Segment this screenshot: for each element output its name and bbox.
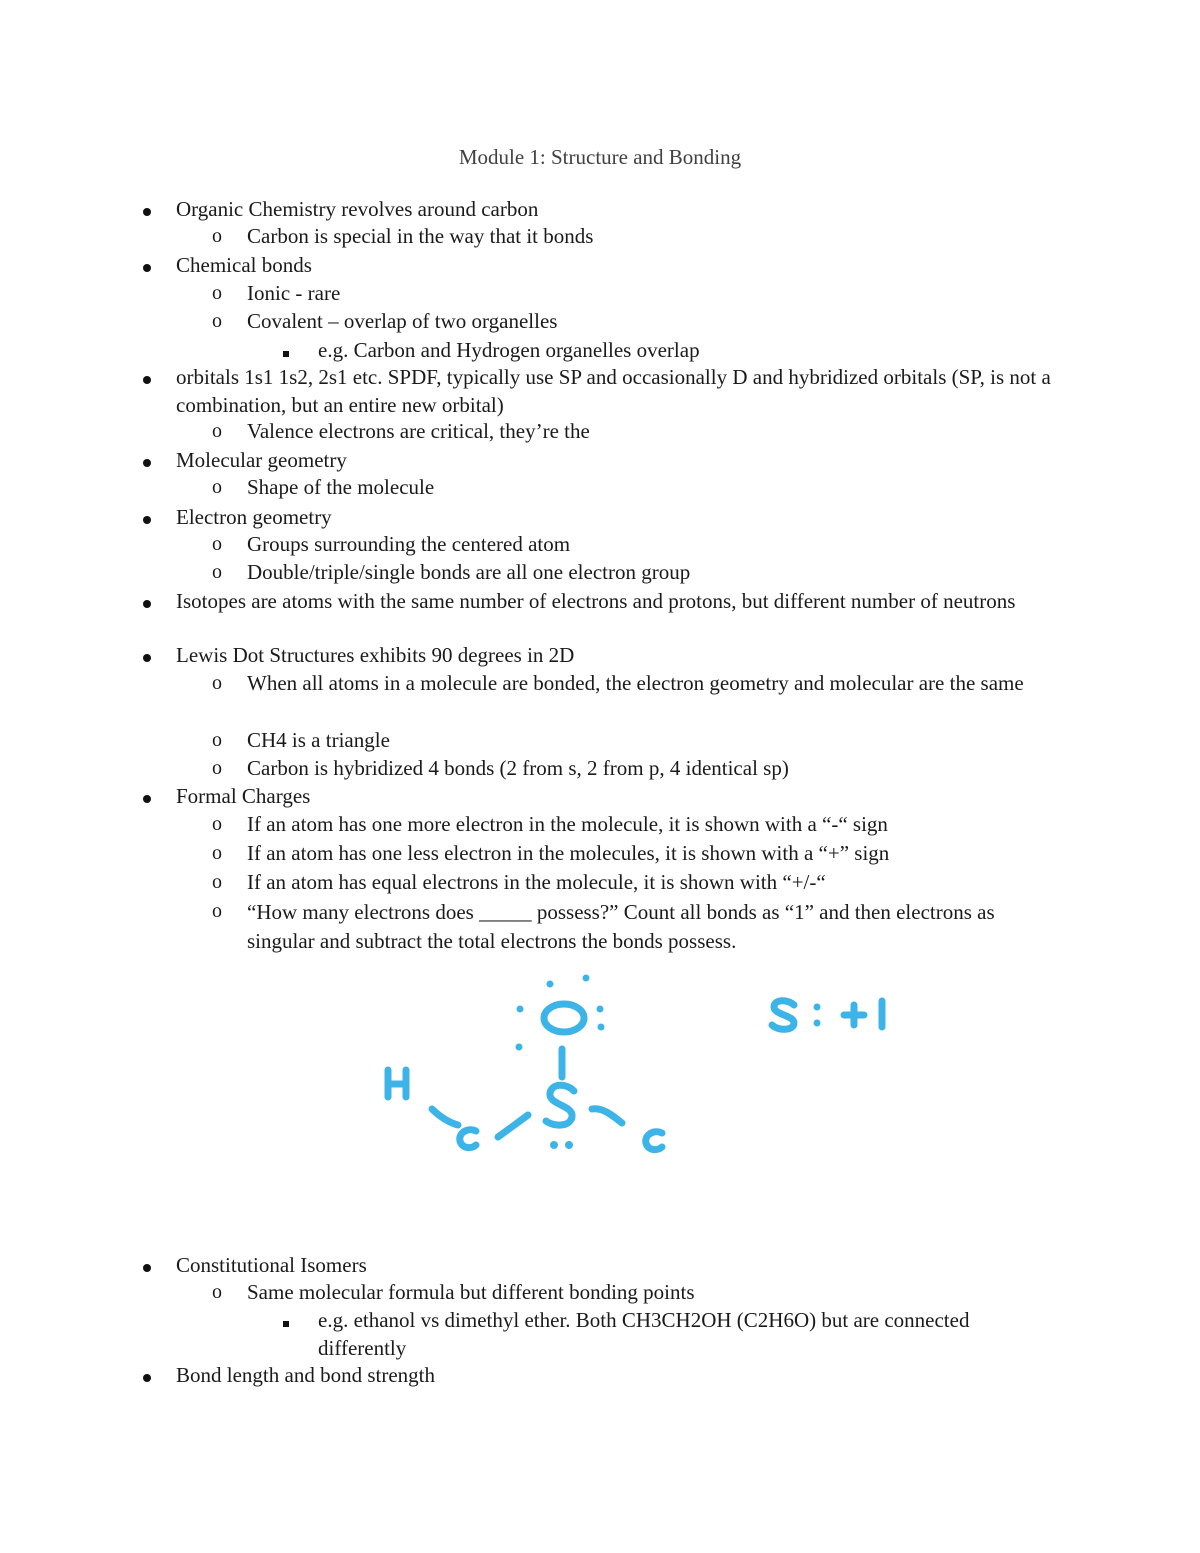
electron-dot: [814, 1020, 821, 1027]
bullet-icon: [143, 364, 151, 392]
circle-bullet-icon: o: [212, 225, 222, 247]
charge-label-s: [772, 1001, 794, 1030]
sulfur-atom: [546, 1085, 574, 1125]
circle-bullet-icon: o: [212, 420, 222, 442]
electron-dot: [565, 1141, 573, 1149]
circle-bullet-icon: o: [212, 900, 222, 922]
electron-dot: [583, 975, 590, 982]
circle-bullet-icon: o: [212, 871, 222, 893]
bond-line: [592, 1109, 622, 1123]
circle-bullet-icon: o: [212, 1281, 222, 1303]
circle-bullet-icon: o: [212, 842, 222, 864]
bullet-icon: [143, 1252, 151, 1280]
circle-bullet-icon: o: [212, 757, 222, 779]
bullet-icon: [143, 504, 151, 532]
hydrogen-atom: [388, 1070, 406, 1097]
circle-bullet-icon: o: [212, 561, 222, 583]
circle-bullet-icon: o: [212, 310, 222, 332]
electron-dot: [597, 1006, 604, 1013]
bullet-icon: [143, 783, 151, 811]
square-bullet-icon: [283, 1307, 289, 1335]
electron-dot: [598, 1024, 605, 1031]
bullet-icon: [143, 252, 151, 280]
bullet-icon: [143, 196, 151, 224]
circle-bullet-icon: o: [212, 282, 222, 304]
document-page: Module 1: Structure and Bonding Organic Chemistry revolves around carbon o Carbon is special in the way that it bonds Chemical bonds o Ionic - rare o Covalent – overlap of two organelles e.g. Carbon and Hydrogen organelles overlap orbitals 1s1 1s2, 2s1 etc. SPDF, typically use SP and occasionally D and hybridized orbitals (SP, is not a combination, but an entire new orbital) o Valence electrons are critical, they’re the Molecular geometry o Shape of the molecule Electron geometry o Groups surrounding the centered atom o Double/triple/single bonds are all one electron group Isotopes are atoms with the same number of electrons and protons, but different number of neutrons Lewis Dot Structures exhibits 90 degrees in 2D o When all atoms in a molecule are bonded, the electron geometry and molecular are the same o CH4 is a triangle o Carbon is hybridized 4 bonds (2 from s, 2 from p, 4 identical sp) Formal Charges o If an atom has one more electron in the molecule, it is shown with a “-“ sign o If an atom has one less electron in the molecules, it is shown with a “+” sign o If an atom has equal electrons in the molecule, it is shown with “+/-“ o “How many electrons does _____ possess?” Count all bonds as “1” and then electrons as singular and subtract the total electrons the bonds possess. Constitutional Isomers o Same molecular formula but different bonding points e.g. ethanol vs dimethyl ether. Both CH3CH2OH (C2H6O) but are connected differently Bond length and bond strength: [0, 0, 1200, 1553]
bullet-icon: [143, 642, 151, 670]
electron-dot: [517, 1006, 524, 1013]
bond-line: [498, 1115, 528, 1137]
lewis-structure-drawing: [370, 965, 900, 1165]
bullet-icon: [143, 1362, 151, 1390]
circle-bullet-icon: o: [212, 672, 222, 694]
square-bullet-icon: [283, 337, 289, 365]
bond-line: [432, 1109, 458, 1125]
circle-bullet-icon: o: [212, 533, 222, 555]
electron-dot: [814, 1004, 821, 1011]
circle-bullet-icon: o: [212, 476, 222, 498]
bullet-icon: [143, 588, 151, 616]
carbon-atom-left: [460, 1130, 476, 1148]
electron-dot: [516, 1044, 523, 1051]
circle-bullet-icon: o: [212, 813, 222, 835]
circle-bullet-icon: o: [212, 729, 222, 751]
electron-dot: [550, 1141, 558, 1149]
bullet-icon: [143, 447, 151, 475]
carbon-atom-right: [646, 1132, 662, 1150]
page-title: Module 1: Structure and Bonding: [458, 145, 742, 169]
electron-dot: [547, 981, 554, 988]
oxygen-atom: [544, 1004, 584, 1032]
